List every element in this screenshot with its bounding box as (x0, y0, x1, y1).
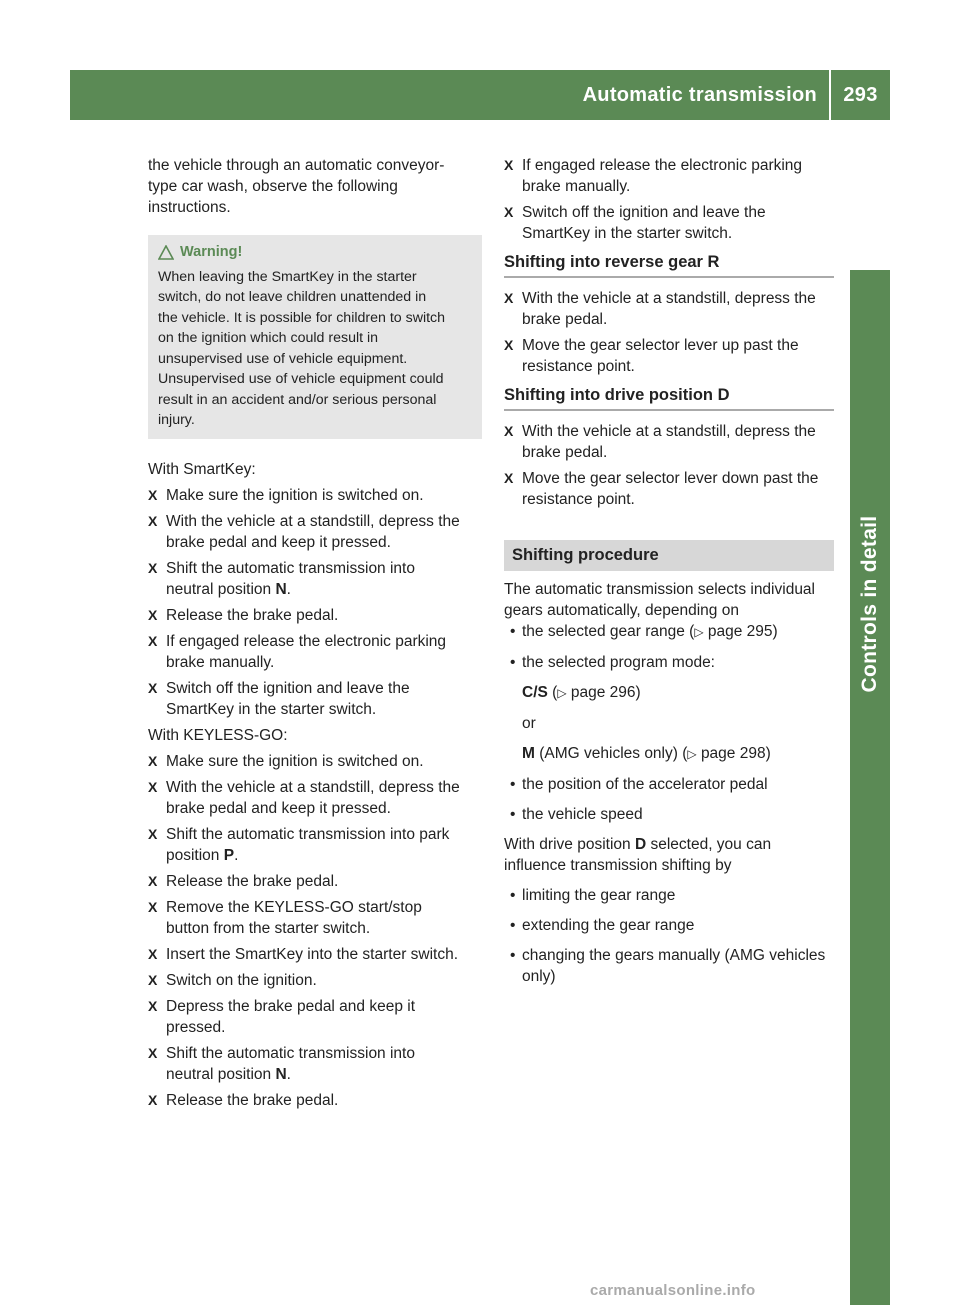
instruction-step: X Shift the automatic transmission into park position P. (148, 825, 450, 864)
keyless-steps (148, 751, 482, 1111)
step-marker-icon: X (148, 778, 158, 795)
step-marker-icon: X (148, 997, 158, 1014)
instruction-step: X If engaged release the electronic parking brake manually. (504, 157, 803, 195)
or-line: or (522, 715, 536, 732)
intro-line: the vehicle through an automatic conveyor- (148, 157, 445, 174)
step-marker-icon: X (504, 157, 514, 173)
page-number-box (831, 70, 890, 120)
cs-line: C/S (▷ page 296) (522, 684, 641, 701)
step-marker-icon: X (148, 872, 158, 889)
procedure-heading: Shifting procedure (504, 540, 834, 571)
drive-text: With drive position D selected, you can (504, 836, 772, 853)
warning-box (148, 235, 482, 439)
warning-line: on the ignition which could result in (158, 330, 379, 346)
step-marker-icon: X (148, 1044, 158, 1061)
step-marker-icon: X (148, 632, 158, 649)
footer-watermark: carmanualsonline.info (590, 1282, 756, 1299)
smartkey-label: With SmartKey: (148, 460, 256, 478)
list-item: • extending the gear range (510, 917, 695, 934)
m-line: M (AMG vehicles only) (▷ page 298) (522, 745, 771, 762)
list-item: • the position of the accelerator pedal (510, 776, 768, 793)
warning-triangle-icon (158, 245, 174, 260)
instruction-step: X With the vehicle at a standstill, depress the brake pedal. (504, 290, 816, 328)
warning-line: unsupervised use of vehicle equipment. (158, 350, 408, 367)
step-marker-icon: X (148, 679, 158, 696)
step-marker-icon: X (148, 606, 158, 623)
instruction-step: X Move the gear selector lever up past the resistance point. (504, 337, 799, 375)
instruction-step: X With the vehicle at a standstill, depress the brake pedal and keep it pressed. (148, 778, 460, 817)
step-marker-icon: X (148, 1091, 158, 1108)
step-marker-icon: X (148, 486, 158, 503)
step-marker-icon: X (148, 559, 158, 576)
list-item: • limiting the gear range (510, 887, 676, 904)
page-ref-icon: ▷ (687, 747, 697, 761)
step-marker-icon: X (148, 898, 158, 915)
step-marker-icon: X (504, 423, 514, 439)
instruction-step: X Release the brake pedal. (148, 606, 339, 624)
side-tab-text (850, 515, 890, 693)
instruction-step: X Release the brake pedal. (148, 872, 339, 890)
instruction-step: X Remove the KEYLESS-GO start/stop button from the starter switch. (148, 898, 422, 937)
warning-title: Warning! (180, 244, 243, 260)
step-marker-icon: X (148, 512, 158, 529)
side-tab (850, 270, 890, 1305)
page-ref-icon: ▷ (694, 625, 704, 639)
step-marker-icon: X (148, 752, 158, 769)
page-ref-icon: ▷ (557, 686, 567, 700)
instruction-step: X Shift the automatic transmission into neutral position N. (148, 1044, 415, 1083)
reverse-steps (504, 288, 834, 377)
list-item: • the selected program mode: (510, 654, 715, 671)
instruction-step: X Move the gear selector lever down past the resistance point. (504, 470, 819, 508)
page-number: 293 (843, 83, 878, 106)
list-item: • the vehicle speed (510, 806, 643, 823)
warning-line: switch, do not leave children unattended in (158, 289, 427, 305)
step-marker-icon: X (148, 945, 158, 962)
instruction-step: X If engaged release the electronic parking brake manually. (148, 632, 447, 671)
instruction-step: X Switch off the ignition and leave the SmartKey in the starter switch. (148, 679, 410, 718)
keyless-label: With KEYLESS-GO: (148, 726, 288, 744)
side-tab-label: Controls in detail (858, 515, 881, 693)
instruction-step: X Switch on the ignition. (148, 971, 317, 989)
intro-line: instructions. (148, 199, 231, 216)
drive-text: influence transmission shifting by (504, 857, 732, 874)
instruction-step: X Release the brake pedal. (148, 1091, 339, 1109)
warning-line: Unsupervised use of vehicle equipment could (158, 371, 444, 387)
drive-steps (504, 421, 834, 510)
warning-line: result in an accident and/or serious personal (158, 391, 437, 408)
top-steps (504, 155, 834, 244)
warning-line: the vehicle. It is possible for children to switch (158, 309, 446, 326)
header-title-bar (70, 70, 829, 120)
warning-line: When leaving the SmartKey in the starter (158, 268, 417, 285)
instruction-step: X With the vehicle at a standstill, depress the brake pedal and keep it pressed. (148, 512, 460, 551)
procedure-intro: The automatic transmission selects individual (504, 581, 815, 598)
drive-heading: Shifting into drive position D (504, 385, 834, 411)
page-header (70, 70, 890, 120)
instruction-step: X Switch off the ignition and leave the SmartKey in the starter switch. (504, 204, 766, 242)
smartkey-steps (148, 485, 482, 720)
instruction-step: X Make sure the ignition is switched on. (148, 486, 424, 504)
step-marker-icon: X (504, 290, 514, 306)
list-item: • the selected gear range (▷ page 295) (510, 623, 778, 640)
intro-line: type car wash, observe the following (148, 178, 398, 195)
left-column (148, 155, 482, 1116)
procedure-intro: gears automatically, depending on (504, 602, 739, 619)
list-item: • changing the gears manually (AMG vehicles only) (510, 947, 826, 985)
instruction-step: X Make sure the ignition is switched on. (148, 752, 424, 770)
step-marker-icon: X (148, 971, 158, 988)
reverse-heading: Shifting into reverse gear R (504, 252, 834, 278)
right-column (504, 155, 834, 987)
step-marker-icon: X (148, 825, 158, 842)
instruction-step: X Depress the brake pedal and keep it pressed. (148, 997, 416, 1036)
instruction-step: X Insert the SmartKey into the starter switch. (148, 945, 459, 963)
warning-line: injury. (158, 412, 195, 428)
header-title: Automatic transmission (582, 83, 817, 106)
instruction-step: X Shift the automatic transmission into neutral position N. (148, 559, 415, 598)
step-marker-icon: X (504, 204, 514, 220)
step-marker-icon: X (504, 337, 514, 353)
warning-title-row (158, 242, 474, 263)
instruction-step: X With the vehicle at a standstill, depress the brake pedal. (504, 423, 816, 461)
step-marker-icon: X (504, 470, 514, 486)
